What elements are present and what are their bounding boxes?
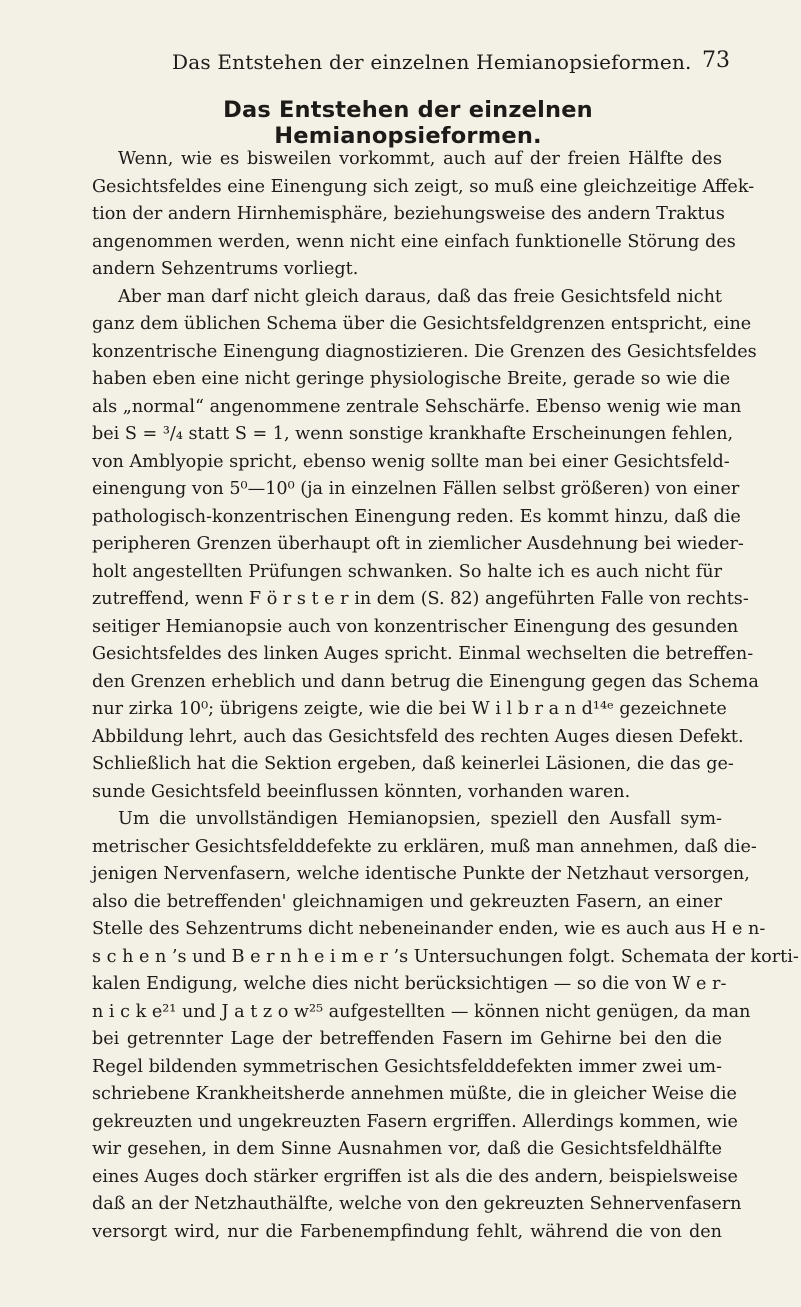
text-line: kalen Endigung, welche dies nicht berücksichtigen — so die von W e r- (92, 974, 727, 994)
text-line: einengung von 5⁰—10⁰ (ja in einzelnen Fällen selbst größeren) von einer (92, 479, 740, 499)
text-line: gekreuzten und ungekreuzten Fasern ergriffen. Allerdings kommen, wie (92, 1111, 738, 1132)
text-line: seitiger Hemianopsie auch von konzentrischer Einengung des gesunden (92, 616, 739, 637)
text-line: nur zirka 10⁰; übrigens zeigte, wie die bei W i l b r a n d¹⁴ᵉ gezeichnete (92, 699, 727, 719)
text-line: schriebene Krankheitsherde annehmen müßte, die in gleicher Weise die (92, 1084, 737, 1104)
text-line: Wenn, wie es bisweilen vorkommt, auch auf der freien Hälfte des (118, 149, 722, 169)
text-line: Abbildung lehrt, auch das Gesichtsfeld des rechten Auges diesen Defekt. (92, 726, 744, 747)
text-line: daß an der Netzhauthälfte, welche von den gekreuzten Sehnervenfasern (92, 1194, 742, 1214)
text-line: also die betreffenden' gleichnamigen und gekreuzten Fasern, an einer (92, 891, 722, 912)
text-line: jenigen Nervenfasern, welche identische Punkte der Netzhaut versorgen, (92, 864, 750, 884)
text-line: haben eben eine nicht geringe physiologische Breite, gerade so wie die (92, 369, 731, 389)
text-line: Regel bildenden symmetrischen Gesichtsfelddefekten immer zwei um- (92, 1056, 722, 1077)
text-line: den Grenzen erheblich und dann betrug die Einengung gegen das Schema (92, 671, 759, 692)
text-line: Um die unvollständigen Hemianopsien, speziell den Ausfall sym- (118, 809, 722, 829)
text-line: n i c k e²¹ und J a t z o w²⁵ aufgestellten — können nicht genügen, da man (92, 1001, 751, 1022)
text-line: Schließlich hat die Sektion ergeben, daß keinerlei Läsionen, die das ge- (92, 754, 734, 774)
text-line: Aber man darf nicht gleich daraus, daß das freie Gesichtsfeld nicht (118, 286, 722, 307)
text-line: tion der andern Hirnhemisphäre, beziehungsweise des andern Traktus (92, 204, 725, 224)
text-line: als „normal“ angenommene zentrale Sehschärfe. Ebenso wenig wie man (92, 396, 742, 417)
text-line: Gesichtsfeldes eine Einengung sich zeigt, so muß eine gleichzeitige Affek- (92, 176, 755, 197)
section-heading: Das Entstehen der einzelnen Hemianopsieformen. (223, 97, 593, 149)
text-line: pathologisch-konzentrischen Einengung reden. Es kommt hinzu, daß die (92, 506, 741, 527)
text-line: Gesichtsfeldes des linken Auges spricht. Einmal wechselten die betreffen- (92, 644, 754, 664)
running-head (92, 48, 730, 80)
text-line: peripheren Grenzen überhaupt oft in ziemlicher Ausdehnung bei wieder- (92, 534, 744, 554)
text-line: wir gesehen, in dem Sinne Ausnahmen vor, daß die Gesichtsfeldhälfte (92, 1139, 722, 1159)
text-line: andern Sehzentrums vorliegt. (92, 259, 359, 279)
page-number: 73 (702, 48, 730, 73)
text-line: versorgt wird, nur die Farbenempfindung fehlt, während die von den (92, 1221, 722, 1242)
text-line: s c h e n ’s und B e r n h e i m e r ’s Untersuchungen folgt. Schemata der korti- (92, 946, 799, 967)
running-title: Das Entstehen der einzelnen Hemianopsieformen. (172, 50, 692, 74)
text-line: eines Auges doch stärker ergriffen ist als die des andern, beispielsweise (92, 1166, 738, 1187)
text-line: konzentrische Einengung diagnostizieren. Die Grenzen des Gesichtsfeldes (92, 341, 757, 362)
text-line: holt angestellten Prüfungen schwanken. So halte ich es auch nicht für (92, 561, 722, 582)
text-line: von Amblyopie spricht, ebenso wenig sollte man bei einer Gesichtsfeld- (92, 451, 730, 472)
text-line: angenommen werden, wenn nicht eine einfach funktionelle Störung des (92, 231, 736, 252)
text-line: bei getrennter Lage der betreffenden Fasern im Gehirne bei den die (92, 1029, 722, 1049)
text-line: bei S = ³/₄ statt S = 1, wenn sonstige krankhafte Erscheinungen fehlen, (92, 424, 734, 444)
body-text (92, 146, 799, 1246)
text-line: zutreffend, wenn F ö r s t e r in dem (S. 82) angeführten Falle von rechts- (92, 589, 749, 609)
text-line: sunde Gesichtsfeld beeinflussen könnten, vorhanden waren. (92, 781, 631, 802)
text-line: Stelle des Sehzentrums dicht nebeneinander enden, wie es auch aus H e n- (92, 919, 766, 939)
text-line: metrischer Gesichtsfelddefekte zu erklären, muß man annehmen, daß die- (92, 836, 757, 857)
text-line: ganz dem üblichen Schema über die Gesichtsfeldgrenzen entspricht, eine (92, 314, 752, 334)
